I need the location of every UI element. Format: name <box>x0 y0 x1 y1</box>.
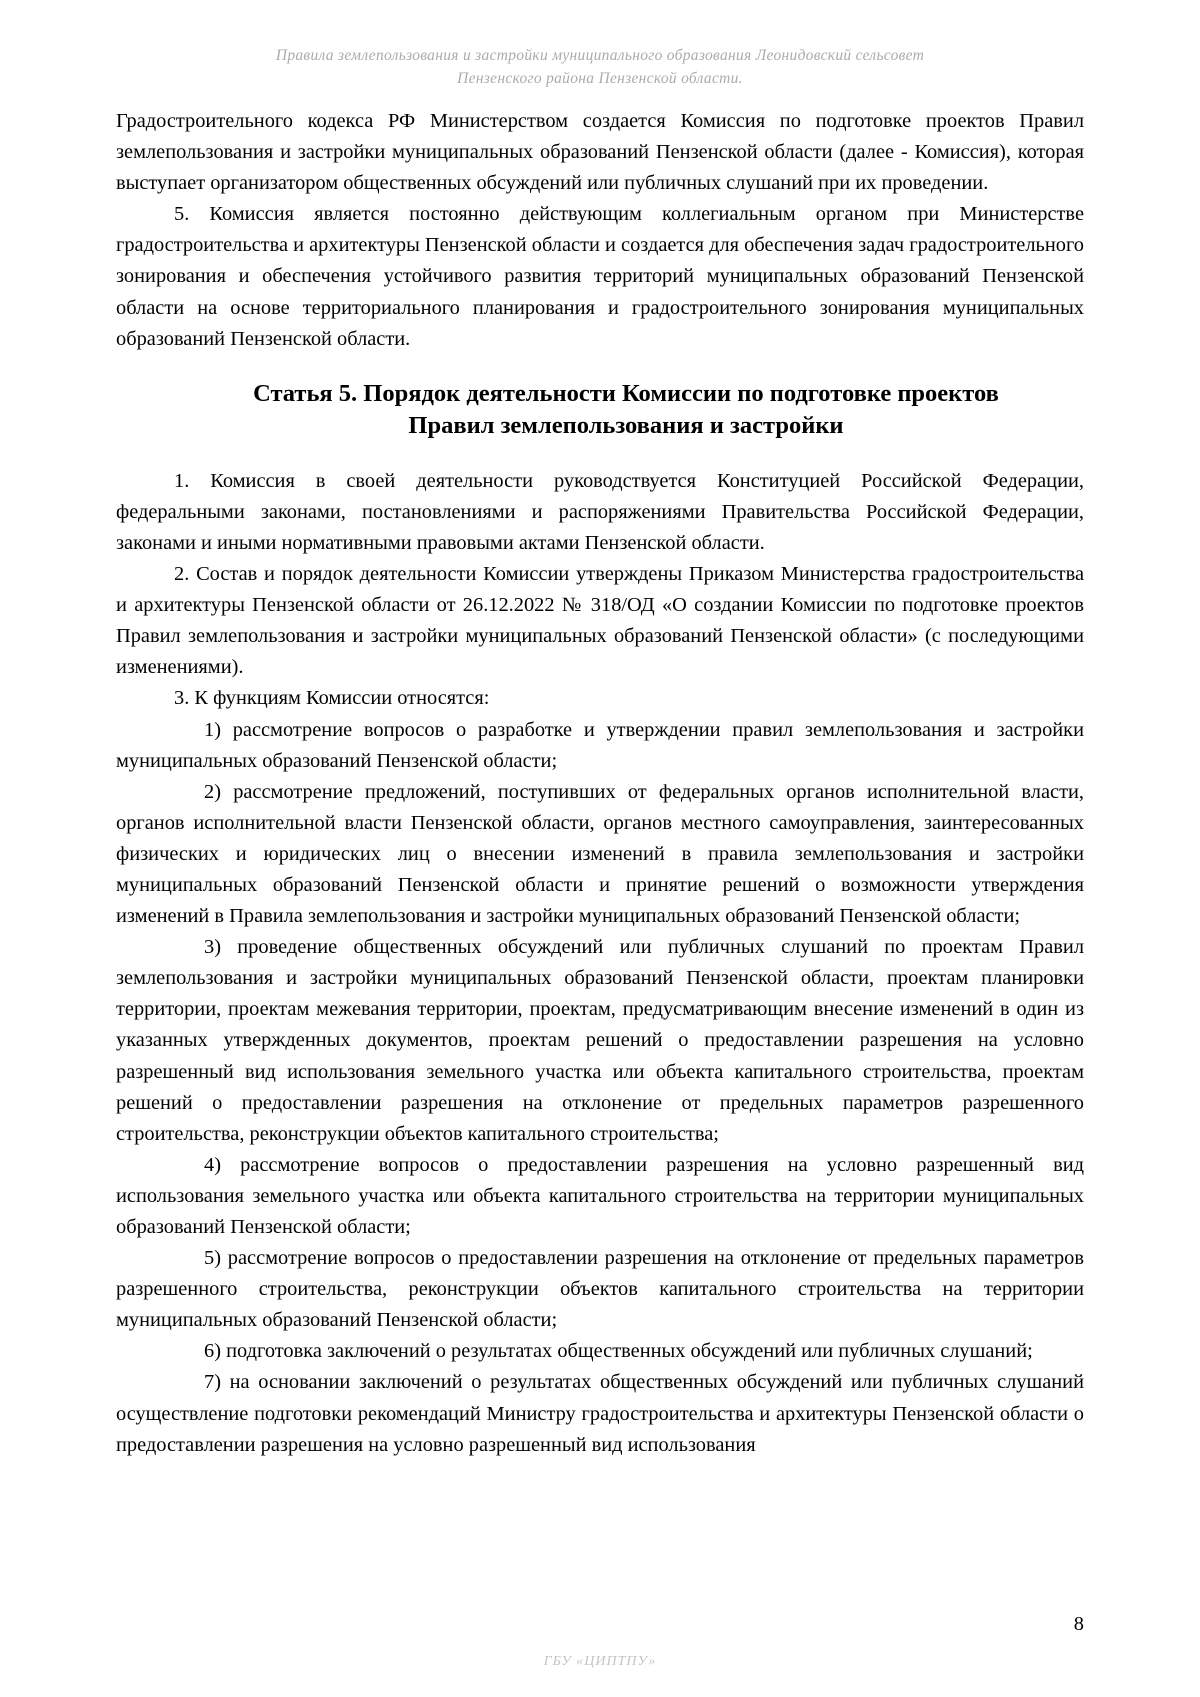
paragraph-intro-continuation: Градостроительного кодекса РФ Министерством создается Комиссия по подготовке проектов Правил землепользования и застройки муниципальных образований Пензенской области (далее - Комиссия), которая выступает организатором общественных обсуждений или публичных слушаний при их проведении. <box>116 110 1084 195</box>
footer-organization: ГБУ «ЦИПТПУ» <box>543 1654 657 1669</box>
article-title-line-1: Статья 5. Порядок деятельности Комиссии по подготовке проектов <box>253 379 999 407</box>
running-header-line-1: Правила землепользования и застройки муниципального образования Леонидовский сельсовет <box>275 47 925 64</box>
function-item-2: 2) рассмотрение предложений, поступивших от федеральных органов исполнительной власти, органов исполнительной власти Пензенской области, органов местного самоуправления, заинтересованных физических и юридических лиц о внесении изменений в правила землепользования и застройки муниципальных образований Пензенской области и принятие решений о возможности утверждения изменений в Правила землепользования и застройки муниципальных образований Пензенской области; <box>116 780 1084 928</box>
function-item-3: 3) проведение общественных обсуждений или публичных слушаний по проектам Правил землепользования и застройки муниципальных образований Пензенской области, проектам планировки территории, проектам межевания территории, проектам, предусматривающим внесение изменений в один из указанных утвержденных документов, проектам решений о предоставлении разрешения на условно разрешенный вид использования земельного участка или объекта капитального строительства, проектам решений о предоставлении разрешения на отклонение от предельных параметров разрешенного строительства, реконструкции объектов капитального строительства; <box>116 936 1084 1145</box>
function-item-4: 4) рассмотрение вопросов о предоставлении разрешения на условно разрешенный вид использования земельного участка или объекта капитального строительства на территории муниципальных образований Пензенской области; <box>116 1153 1084 1238</box>
running-header-line-2: Пензенского района Пензенской области. <box>457 70 743 87</box>
function-item-7: 7) на основании заключений о результатах общественных обсуждений или публичных слушаний осуществление подготовки рекомендаций Министру градостроительства и архитектуры Пензенской области о предоставлении разрешения на условно разрешенный вид использования <box>116 1371 1084 1456</box>
article-5-heading <box>116 378 1084 442</box>
function-item-5: 5) рассмотрение вопросов о предоставлении разрешения на отклонение от предельных параметров разрешенного строительства, реконструкции объектов капитального строительства на территории муниципальных образований Пензенской области; <box>116 1247 1084 1332</box>
article-item-2: 2. Состав и порядок деятельности Комиссии утверждены Приказом Министерства градостроительства и архитектуры Пензенской области от 26.12.2022 № 318/ОД «О создании Комиссии по подготовке проектов Правил землепользования и застройки муниципальных образований Пензенской области» (с последующими изменениями). <box>116 563 1084 679</box>
page-number: 8 <box>1073 1613 1084 1635</box>
running-header <box>120 44 1080 90</box>
function-item-6: 6) подготовка заключений о результатах общественных обсуждений или публичных слушаний; <box>204 1340 1033 1363</box>
article-item-1: 1. Комиссия в своей деятельности руководствуется Конституцией Российской Федерации, федеральными законами, постановлениями и распоряжениями Правительства Российской Федерации, законами и иными нормативными правовыми актами Пензенской области. <box>116 469 1084 554</box>
paragraph-5: 5. Комиссия является постоянно действующим коллегиальным органом при Министерстве градостроительства и архитектуры Пензенской области и создается для обеспечения задач градостроительного зонирования и обеспечения устойчивого развития территорий муниципальных образований Пензенской области на основе территориального планирования и градостроительного зонирования муниципальных образований Пензенской области. <box>116 203 1084 350</box>
article-title-line-2: Правил землепользования и застройки <box>408 411 844 439</box>
function-item-1: 1) рассмотрение вопросов о разработке и утверждении правил землепользования и застройки муниципальных образований Пензенской области; <box>116 718 1084 772</box>
article-item-3: 3. К функциям Комиссии относятся: <box>174 687 490 710</box>
document-body <box>116 106 1084 1461</box>
